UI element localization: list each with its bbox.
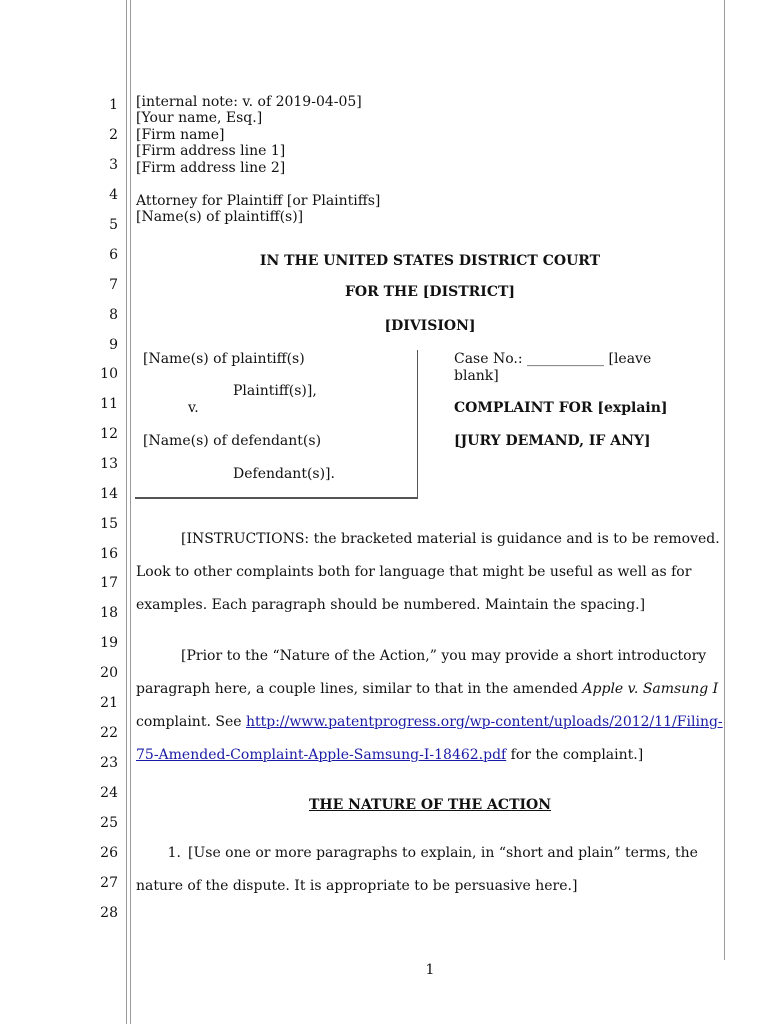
right-margin-rule — [724, 0, 725, 960]
firm-address-line-2: [Firm address line 2] — [136, 160, 286, 176]
line-number: 7 — [109, 277, 118, 293]
line-number: 9 — [109, 337, 118, 353]
line-number: 1 — [109, 97, 118, 113]
paragraph-line — [136, 837, 720, 870]
caption-plaintiff-label: Plaintiff(s)], — [233, 383, 317, 399]
line-number: 6 — [109, 247, 118, 263]
instructions-line: [INSTRUCTIONS: the bracketed material is guidance and is to be removed. — [181, 531, 720, 547]
complaint-link-continued[interactable]: 75-Amended-Complaint-Apple-Samsung-I-18462.pdf — [136, 747, 507, 763]
case-number-note: blank] — [454, 368, 499, 384]
caption-horizontal-rule — [135, 497, 418, 499]
attorney-for: Attorney for Plaintiff [or Plaintiffs] — [136, 193, 381, 209]
complaint-title: COMPLAINT FOR [explain] — [454, 400, 668, 416]
caption-versus: v. — [188, 400, 199, 416]
caption-vertical-rule — [417, 350, 418, 498]
paragraph-number: 1. — [167, 845, 181, 861]
caption-plaintiff-name: [Name(s) of plaintiff(s) — [143, 351, 305, 367]
line-number: 17 — [100, 575, 118, 591]
caption-defendant-name: [Name(s) of defendant(s) — [143, 433, 322, 449]
line-number: 2 — [109, 127, 118, 143]
left-margin-rule-outer — [126, 0, 127, 1024]
line-number: 21 — [100, 695, 118, 711]
line-number: 23 — [100, 755, 118, 771]
line-number: 18 — [100, 605, 118, 621]
section-heading: THE NATURE OF THE ACTION — [308, 797, 552, 813]
intro-line — [136, 739, 720, 772]
intro-line: [Prior to the “Nature of the Action,” you may provide a short introductory — [181, 648, 707, 664]
line-number: 26 — [100, 845, 118, 861]
firm-address-line-1: [Firm address line 1] — [136, 143, 286, 159]
line-number: 19 — [100, 635, 118, 651]
intro-text: complaint. See — [136, 714, 246, 730]
line-number: 20 — [100, 665, 118, 681]
line-number: 3 — [109, 157, 118, 173]
intro-line — [136, 673, 720, 706]
line-number: 13 — [100, 456, 118, 472]
line-number: 5 — [109, 217, 118, 233]
court-division: [DIVISION] — [384, 318, 476, 334]
line-number: 8 — [109, 307, 118, 323]
left-margin-rule-inner — [130, 0, 131, 1024]
line-number: 11 — [100, 396, 118, 412]
caption-defendant-label: Defendant(s)]. — [233, 466, 335, 482]
internal-note: [internal note: v. of 2019-04-05] — [136, 94, 362, 110]
line-number: 22 — [100, 725, 118, 741]
intro-paragraph — [136, 640, 723, 772]
intro-text: paragraph here, a couple lines, similar to that in the amended — [136, 681, 583, 697]
line-number: 25 — [100, 815, 118, 831]
line-number: 4 — [109, 187, 118, 203]
firm-name: [Firm name] — [136, 127, 225, 143]
line-number: 27 — [100, 875, 118, 891]
line-number: 24 — [100, 785, 118, 801]
line-number: 28 — [100, 905, 118, 921]
line-number: 16 — [100, 546, 118, 562]
instructions-line: Look to other complaints both for language that might be useful as well as for — [136, 564, 692, 580]
instructions-paragraph — [136, 523, 720, 622]
plaintiff-names: [Name(s) of plaintiff(s)] — [136, 209, 304, 225]
court-district: FOR THE [DISTRICT] — [344, 284, 516, 300]
numbered-paragraph-1 — [136, 837, 720, 903]
paragraph-line: nature of the dispute. It is appropriate to be persuasive here.] — [136, 878, 578, 894]
jury-demand: [JURY DEMAND, IF ANY] — [454, 433, 651, 449]
page-number: 1 — [425, 962, 435, 978]
court-name: IN THE UNITED STATES DISTRICT COURT — [259, 253, 601, 269]
line-number: 15 — [100, 516, 118, 532]
instructions-line: examples. Each paragraph should be numbered. Maintain the spacing.] — [136, 597, 646, 613]
attorney-name: [Your name, Esq.] — [136, 110, 263, 126]
paragraph-text: [Use one or more paragraphs to explain, in “short and plain” terms, the — [188, 845, 698, 861]
case-reference: Apple v. Samsung I — [582, 681, 719, 697]
intro-text: for the complaint.] — [506, 747, 644, 763]
line-number: 10 — [100, 366, 118, 382]
intro-line — [136, 706, 723, 739]
complaint-link[interactable]: http://www.patentprogress.org/wp-content/uploads/2012/11/Filing- — [245, 714, 723, 730]
case-number: Case No.: ___________ [leave — [454, 351, 652, 367]
line-number: 12 — [100, 426, 118, 442]
line-number: 14 — [100, 486, 118, 502]
